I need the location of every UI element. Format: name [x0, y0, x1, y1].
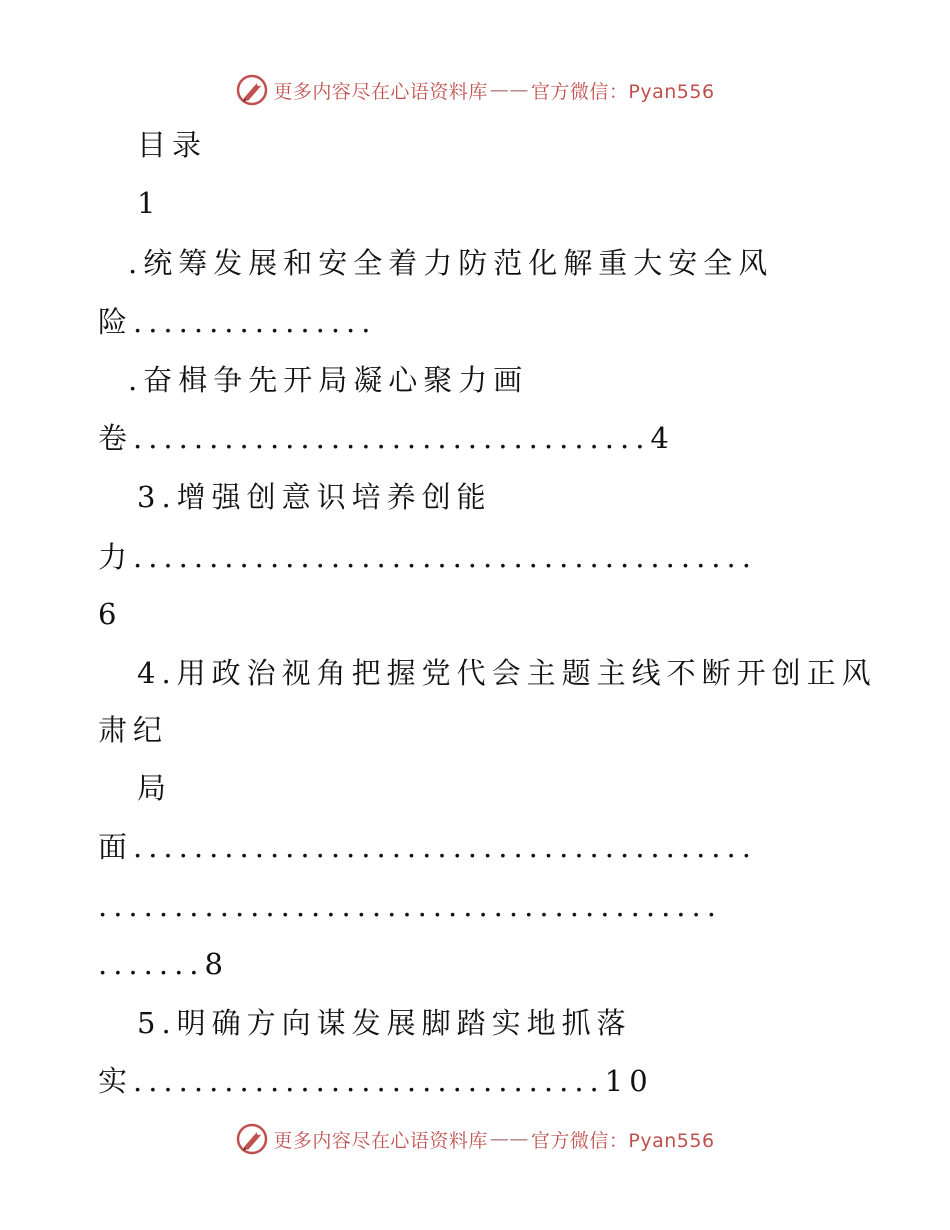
toc-line: .统筹发展和安全着力防范化解重大安全风 [128, 246, 774, 280]
toc-line: 肃纪 [98, 713, 169, 747]
toc-line: .奋楫争先开局凝心聚力画 [128, 363, 529, 397]
toc-line: 实...............................10 [98, 1064, 654, 1098]
footer-brand-text: 更多内容尽在心语资料库 [273, 1129, 488, 1152]
toc-line: 面......................................... [98, 830, 757, 864]
pen-in-circle-icon [235, 1122, 269, 1156]
header-wechat-text: 官方微信：Pyan556 [530, 80, 715, 103]
toc-line: 4.用政治视角把握党代会主题主线不断开创正风 [137, 656, 877, 690]
footer-wechat-text: 官方微信：Pyan556 [530, 1129, 715, 1152]
toc-line: 3.增强创意识培养创能 [137, 480, 492, 514]
header-separator: —— [489, 79, 529, 101]
toc-line: 1 [137, 186, 162, 220]
toc-line: .......8 [98, 947, 229, 981]
toc-title: 目录 [137, 128, 208, 162]
toc-line: 卷..................................4 [98, 421, 675, 455]
footer-watermark [0, 1119, 950, 1159]
toc-line: ......................................... [98, 889, 722, 923]
toc-line: 力......................................... [98, 540, 757, 574]
pen-in-circle-icon [235, 73, 269, 107]
toc-line: 6 [98, 597, 123, 631]
header-brand-text: 更多内容尽在心语资料库 [273, 80, 488, 103]
toc-line: 局 [137, 771, 173, 805]
toc-line: 5.明确方向谋发展脚踏实地抓落 [137, 1006, 632, 1040]
footer-separator: —— [489, 1128, 529, 1150]
toc-line: 险................ [98, 305, 377, 339]
header-watermark [0, 70, 950, 110]
